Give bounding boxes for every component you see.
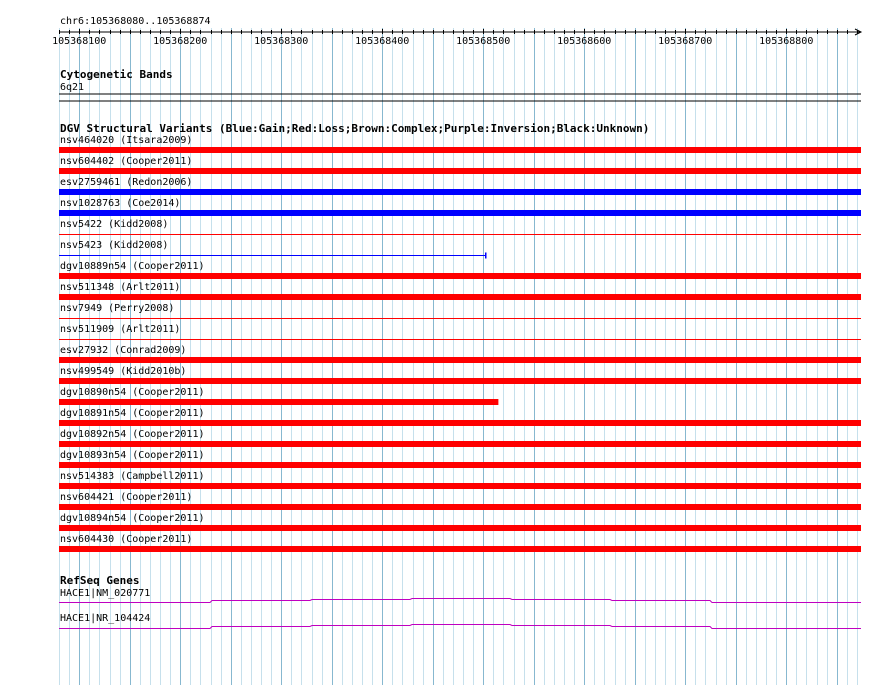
variant-label[interactable]: dgv10889n54 (Cooper2011) [60, 261, 205, 272]
variant-label[interactable]: nsv604430 (Cooper2011) [60, 534, 193, 545]
variant-bar[interactable] [59, 483, 861, 489]
ruler-tick-label: 105368400 [355, 36, 410, 47]
variant-label[interactable]: dgv10893n54 (Cooper2011) [60, 450, 205, 461]
variant-label[interactable]: esv2759461 (Redon2006) [60, 177, 193, 188]
refseq-track-title: RefSeq Genes [60, 574, 140, 587]
dgv-variant-row[interactable] [59, 198, 861, 216]
dgv-variant-row[interactable] [59, 303, 861, 319]
variant-label[interactable]: nsv464020 (Itsara2009) [60, 135, 193, 146]
cytoband-track [59, 68, 861, 101]
dgv-variant-row[interactable] [59, 156, 861, 174]
ruler-tick-label: 105368500 [456, 36, 511, 47]
variant-bar[interactable] [59, 399, 498, 405]
dgv-variant-row[interactable] [59, 135, 861, 153]
gene-label[interactable]: HACE1|NR_104424 [60, 613, 151, 624]
gene-label[interactable]: HACE1|NM_020771 [60, 588, 151, 599]
ruler-tick-label: 105368700 [658, 36, 713, 47]
variant-bar[interactable] [59, 378, 861, 384]
dgv-variant-row[interactable] [59, 471, 861, 489]
variant-label[interactable]: nsv511909 (Arlt2011) [60, 324, 181, 335]
dgv-track-title: DGV Structural Variants (Blue:Gain;Red:Loss;Brown:Complex;Purple:Inversion;Black:Unknown) [60, 122, 650, 135]
variant-bar[interactable] [59, 294, 861, 300]
dgv-variant-row[interactable] [59, 177, 861, 195]
dgv-variant-row[interactable] [59, 408, 861, 426]
variant-label[interactable]: nsv7949 (Perry2008) [60, 303, 175, 314]
variant-bar[interactable] [59, 147, 861, 153]
region-label: chr6:105368080..105368874 [60, 16, 211, 27]
variant-bar[interactable] [59, 189, 861, 195]
variant-bar[interactable] [59, 504, 861, 510]
variant-label[interactable]: dgv10891n54 (Cooper2011) [60, 408, 205, 419]
dgv-variant-rows [59, 135, 861, 552]
variant-label[interactable]: dgv10892n54 (Cooper2011) [60, 429, 205, 440]
dgv-track [59, 122, 861, 552]
dgv-variant-row[interactable] [59, 219, 861, 235]
dgv-variant-row[interactable] [59, 534, 861, 552]
variant-label[interactable]: nsv604402 (Cooper2011) [60, 156, 193, 167]
ruler-track [52, 16, 861, 47]
variant-label[interactable]: nsv499549 (Kidd2010b) [60, 366, 187, 377]
variant-bar[interactable] [59, 525, 861, 531]
variant-bar[interactable] [59, 441, 861, 447]
gene-model[interactable] [59, 625, 861, 629]
variant-label[interactable]: nsv604421 (Cooper2011) [60, 492, 193, 503]
dgv-variant-row[interactable] [59, 429, 861, 447]
variant-label[interactable]: nsv5422 (Kidd2008) [60, 219, 169, 230]
variant-bar[interactable] [59, 546, 861, 552]
cytoband-track-title: Cytogenetic Bands [60, 68, 173, 81]
variant-label[interactable]: nsv5423 (Kidd2008) [60, 240, 169, 251]
variant-bar[interactable] [59, 168, 861, 174]
ruler-tick-label: 105368200 [153, 36, 208, 47]
variant-bar[interactable] [59, 420, 861, 426]
variant-bar[interactable] [59, 357, 861, 363]
variant-label[interactable]: nsv511348 (Arlt2011) [60, 282, 181, 293]
dgv-variant-row[interactable] [59, 492, 861, 510]
ruler-tick-label: 105368300 [254, 36, 309, 47]
gene-model[interactable] [59, 599, 861, 603]
dgv-variant-row[interactable] [59, 345, 861, 363]
ruler-tick-label: 105368600 [557, 36, 612, 47]
ruler-tick-label: 105368800 [759, 36, 814, 47]
dgv-variant-row[interactable] [59, 366, 861, 384]
variant-label[interactable]: nsv1028763 (Coe2014) [60, 198, 181, 209]
dgv-variant-row[interactable] [59, 240, 486, 259]
variant-label[interactable]: dgv10890n54 (Cooper2011) [60, 387, 205, 398]
variant-label[interactable]: dgv10894n54 (Cooper2011) [60, 513, 205, 524]
dgv-variant-row[interactable] [59, 324, 861, 340]
cytoband-label: 6q21 [60, 82, 85, 93]
dgv-variant-row[interactable] [59, 450, 861, 468]
ruler-tick-label: 105368100 [52, 36, 107, 47]
variant-bar[interactable] [59, 210, 861, 216]
dgv-variant-row[interactable] [59, 513, 861, 531]
dgv-variant-row[interactable] [59, 282, 861, 300]
dgv-variant-row[interactable] [59, 261, 861, 279]
refseq-track [59, 574, 861, 629]
variant-bar[interactable] [59, 273, 861, 279]
variant-label[interactable]: nsv514383 (Campbell2011) [60, 471, 205, 482]
dgv-variant-row[interactable] [59, 387, 498, 405]
variant-label[interactable]: esv27932 (Conrad2009) [60, 345, 187, 356]
variant-bar[interactable] [59, 462, 861, 468]
